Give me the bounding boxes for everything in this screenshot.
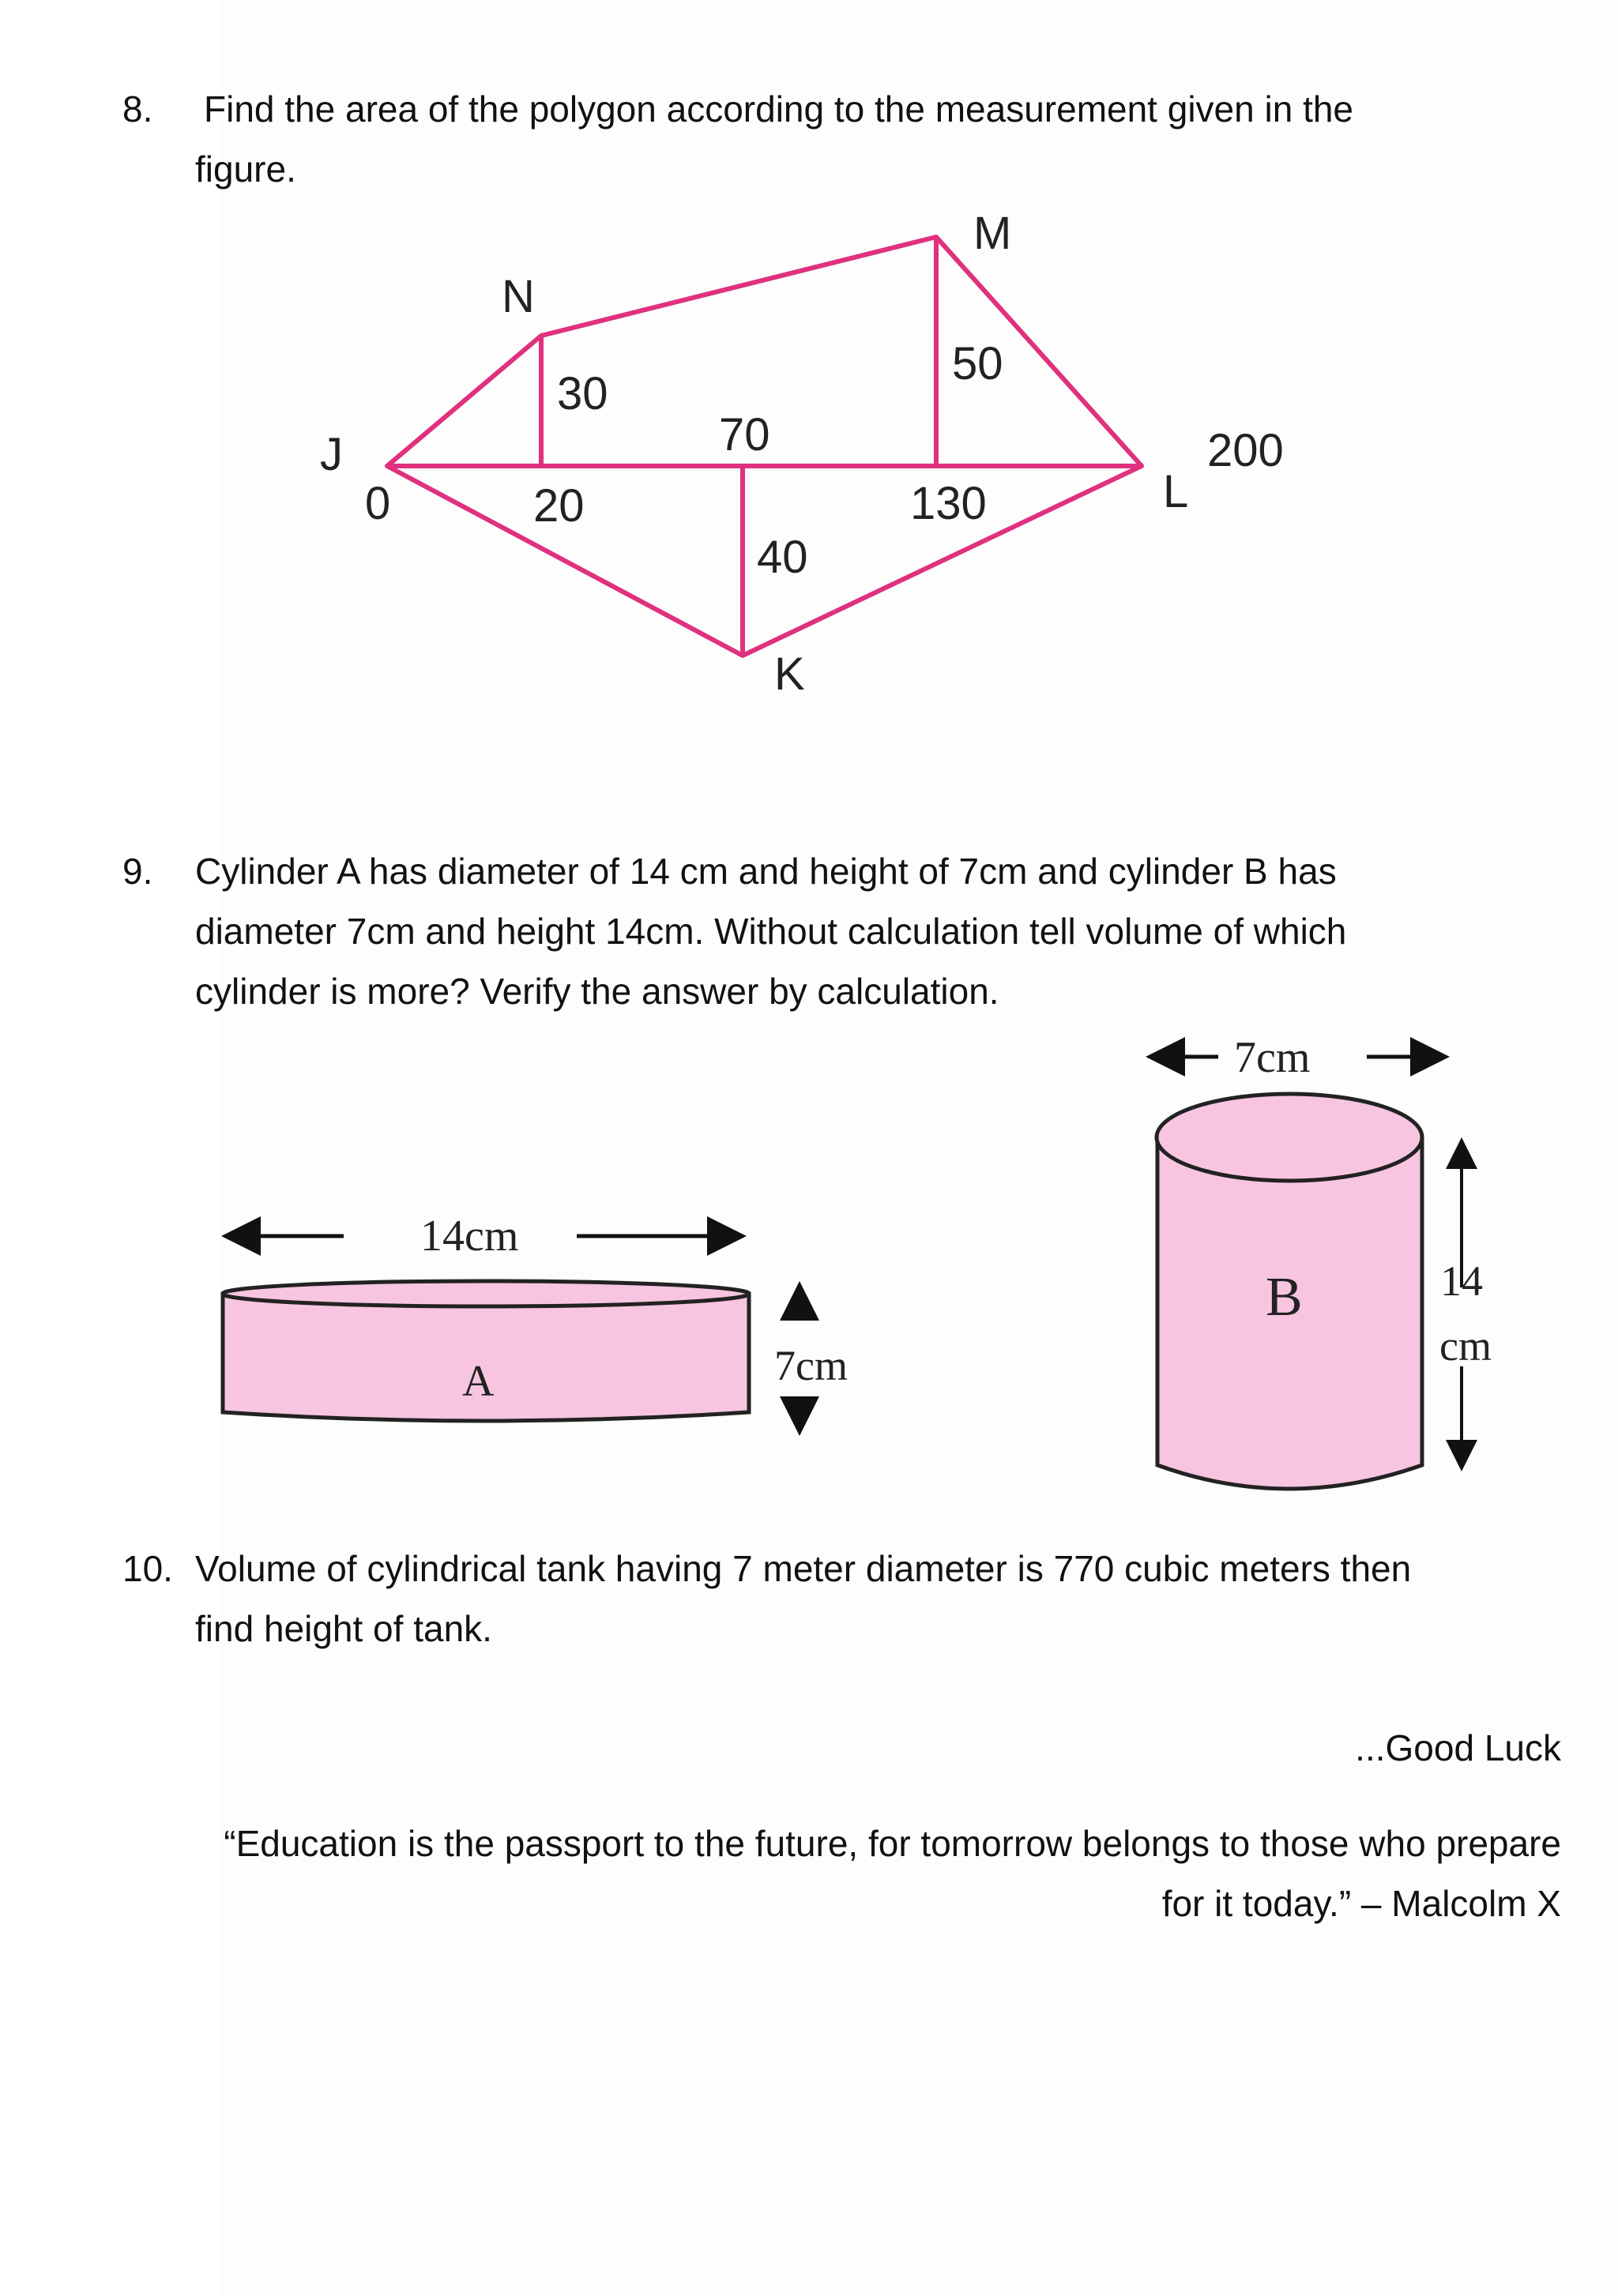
value-70: 70 [719, 409, 770, 460]
question-10-text-line1: Volume of cylindrical tank having 7 meter diameter is 770 cubic meters then [195, 1548, 1412, 1589]
question-9-text-line1: Cylinder A has diameter of 14 cm and height of 7cm and cylinder B has [195, 851, 1337, 892]
cylinder-b-height-label-line1: 14 [1440, 1257, 1483, 1305]
value-130: 130 [910, 478, 987, 529]
question-9-number: 9. [122, 851, 153, 892]
value-30: 30 [557, 368, 608, 419]
cylinder-b-diameter-label: 7cm [1234, 1033, 1311, 1082]
zero-label: 0 [365, 478, 391, 529]
question-9-text-line2: diameter 7cm and height 14cm. Without calculation tell volume of which [195, 911, 1347, 952]
value-20: 20 [533, 480, 585, 532]
value-40: 40 [757, 532, 808, 583]
question-10-text-line2: find height of tank. [195, 1608, 492, 1649]
cylinder-b-label: B [1266, 1267, 1303, 1328]
point-m-label: M [973, 209, 1012, 259]
cylinder-a-top [223, 1281, 749, 1306]
value-50: 50 [952, 338, 1003, 389]
question-8-text-line1: Find the area of the polygon according to the measurement given in the [204, 88, 1354, 130]
cylinder-a-figure [213, 1201, 885, 1461]
question-8-text-line2: figure. [195, 148, 296, 190]
question-8-number: 8. [122, 88, 153, 130]
cylinder-b-figure [1130, 1027, 1541, 1532]
question-9-text-line3: cylinder is more? Verify the answer by calculation. [195, 971, 999, 1012]
polygon-figure [300, 209, 1327, 715]
quote-line1: “Education is the passport to the future, for tomorrow belongs to those who prepare [224, 1823, 1561, 1864]
cylinder-b-top [1157, 1094, 1422, 1181]
quote-line2: for it today.” – Malcolm X [1161, 1883, 1561, 1924]
point-n-label: N [502, 271, 535, 322]
cylinder-a-diameter-label: 14cm [420, 1212, 519, 1261]
good-luck: ...Good Luck [1355, 1727, 1561, 1768]
cylinder-b-height-label-line2: cm [1439, 1322, 1492, 1370]
cylinder-a-label: A [462, 1357, 495, 1406]
point-j-label: J [320, 429, 343, 480]
point-l-label: L [1163, 466, 1189, 517]
question-10-number: 10. [122, 1548, 173, 1589]
point-k-label: K [774, 648, 805, 700]
cylinder-a-height-label: 7cm [774, 1342, 848, 1389]
value-200: 200 [1207, 425, 1284, 476]
